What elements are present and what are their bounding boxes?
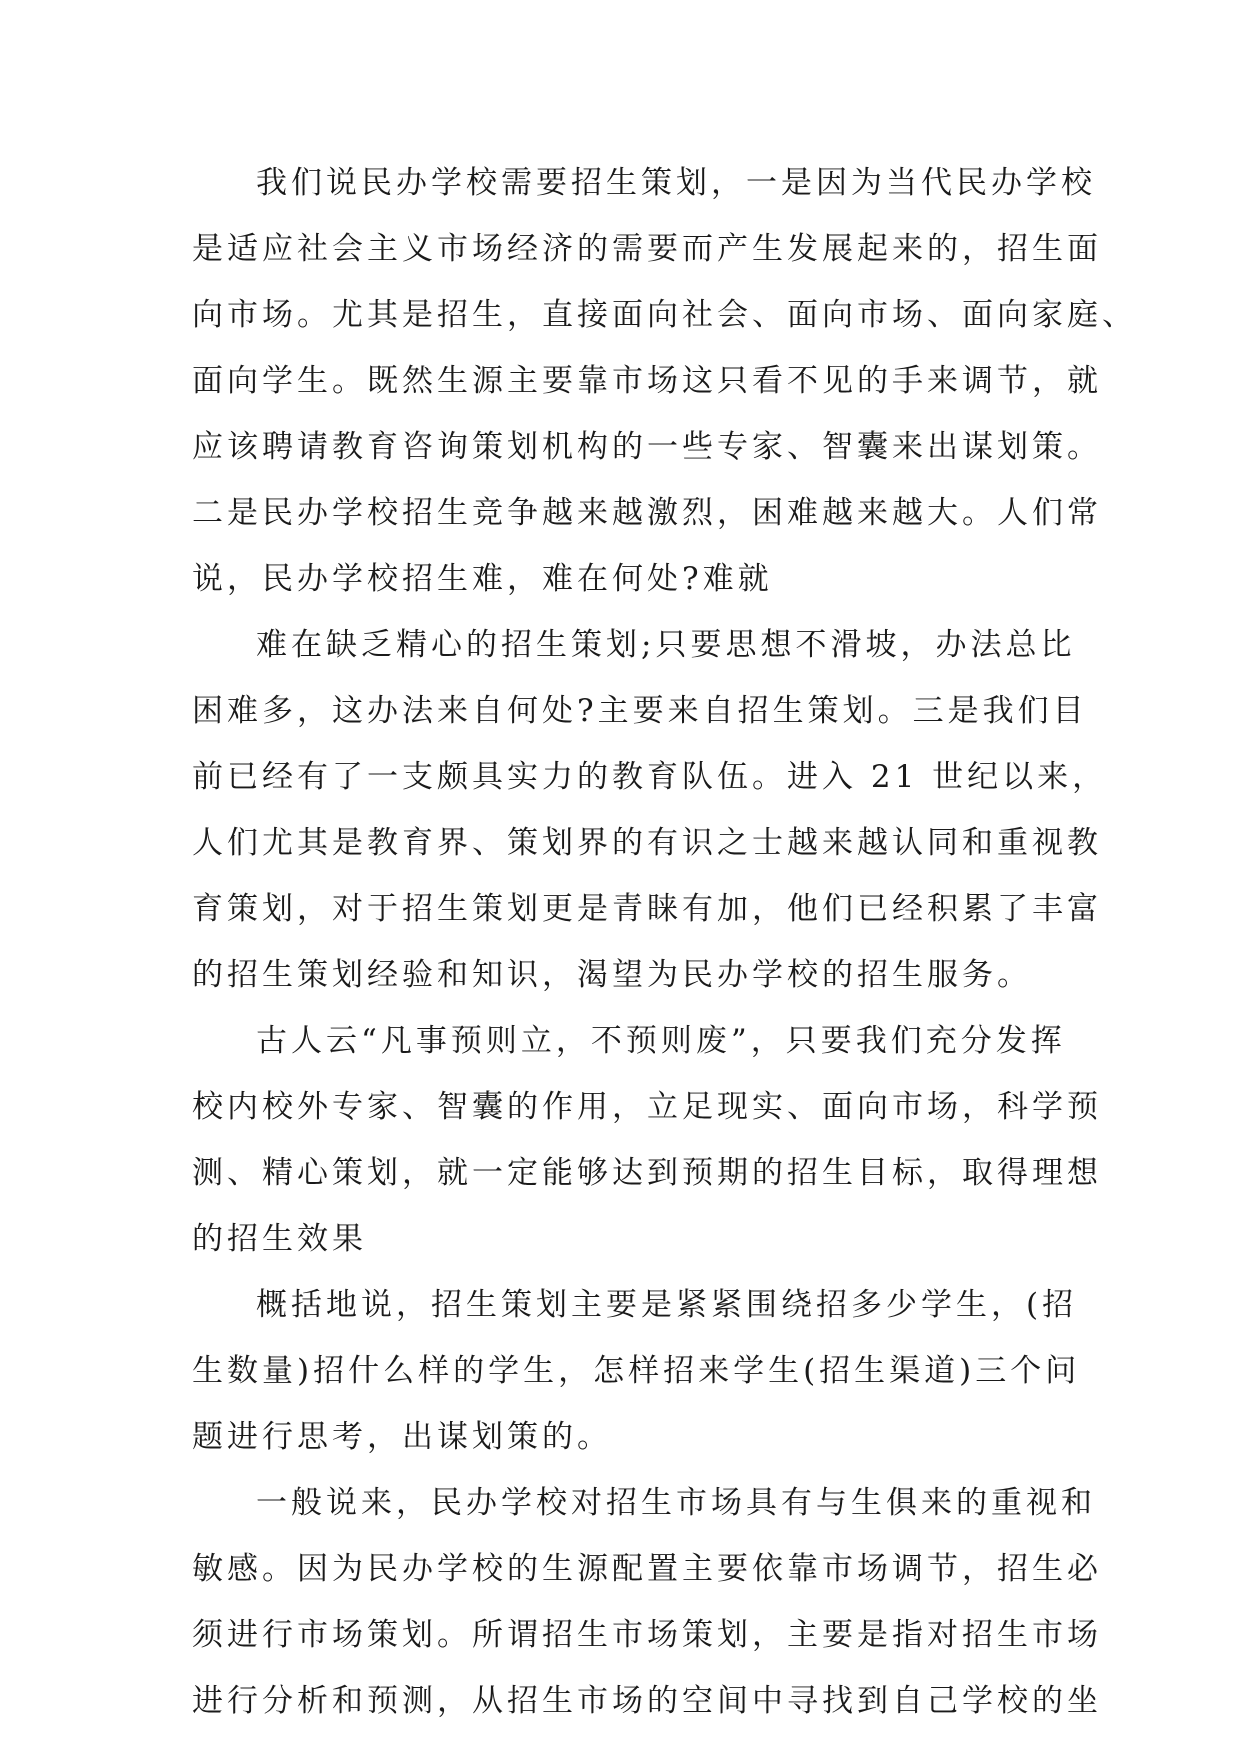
text-line: 育策划，对于招生策划更是青睐有加，他们已经积累了丰富 xyxy=(192,891,1102,927)
text-line: 我们说民办学校需要招生策划，一是因为当代民办学校 xyxy=(256,165,1096,201)
text-line: 一般说来，民办学校对招生市场具有与生俱来的重视和 xyxy=(256,1485,1096,1521)
text-line: 须进行市场策划。所谓招生市场策划，主要是指对招生市场 xyxy=(192,1617,1102,1653)
text-line: 进行分析和预测，从招生市场的空间中寻找到自己学校的坐 xyxy=(192,1683,1102,1719)
text-line: 是适应社会主义市场经济的需要而产生发展起来的，招生面 xyxy=(192,231,1102,267)
text-line: 应该聘请教育咨询策划机构的一些专家、智囊来出谋划策。 xyxy=(192,429,1102,465)
text-line: 校内校外专家、智囊的作用，立足现实、面向市场，科学预 xyxy=(192,1089,1102,1125)
document-body xyxy=(192,150,1137,1734)
text-line: 说，民办学校招生难，难在何处?难就 xyxy=(192,561,773,597)
text-line: 困难多，这办法来自何处?主要来自招生策划。三是我们目 xyxy=(192,693,1088,729)
text-line: 生数量)招什么样的学生，怎样招来学生(招生渠道)三个问 xyxy=(192,1353,1081,1389)
text-line: 古人云“凡事预则立，不预则废”，只要我们充分发挥 xyxy=(256,1023,1066,1059)
text-line: 前已经有了一支颇具实力的教育队伍。进入 21 世纪以来， xyxy=(192,759,1108,795)
text-line: 难在缺乏精心的招生策划;只要思想不滑坡，办法总比 xyxy=(256,627,1076,663)
text-line: 敏感。因为民办学校的生源配置主要依靠市场调节，招生必 xyxy=(192,1551,1102,1587)
text-line: 的招生策划经验和知识，渴望为民办学校的招生服务。 xyxy=(192,957,1032,993)
text-line: 面向学生。既然生源主要靠市场这只看不见的手来调节，就 xyxy=(192,363,1102,399)
text-line: 向市场。尤其是招生，直接面向社会、面向市场、面向家庭、 xyxy=(192,297,1137,333)
text-line: 二是民办学校招生竞争越来越激烈，困难越来越大。人们常 xyxy=(192,495,1102,531)
text-line: 人们尤其是教育界、策划界的有识之士越来越认同和重视教 xyxy=(192,825,1102,861)
text-line: 概括地说，招生策划主要是紧紧围绕招多少学生，(招 xyxy=(256,1287,1078,1323)
text-line: 测、精心策划，就一定能够达到预期的招生目标，取得理想 xyxy=(192,1155,1102,1191)
text-line: 题进行思考，出谋划策的。 xyxy=(192,1419,612,1455)
text-line: 的招生效果 xyxy=(192,1221,367,1257)
